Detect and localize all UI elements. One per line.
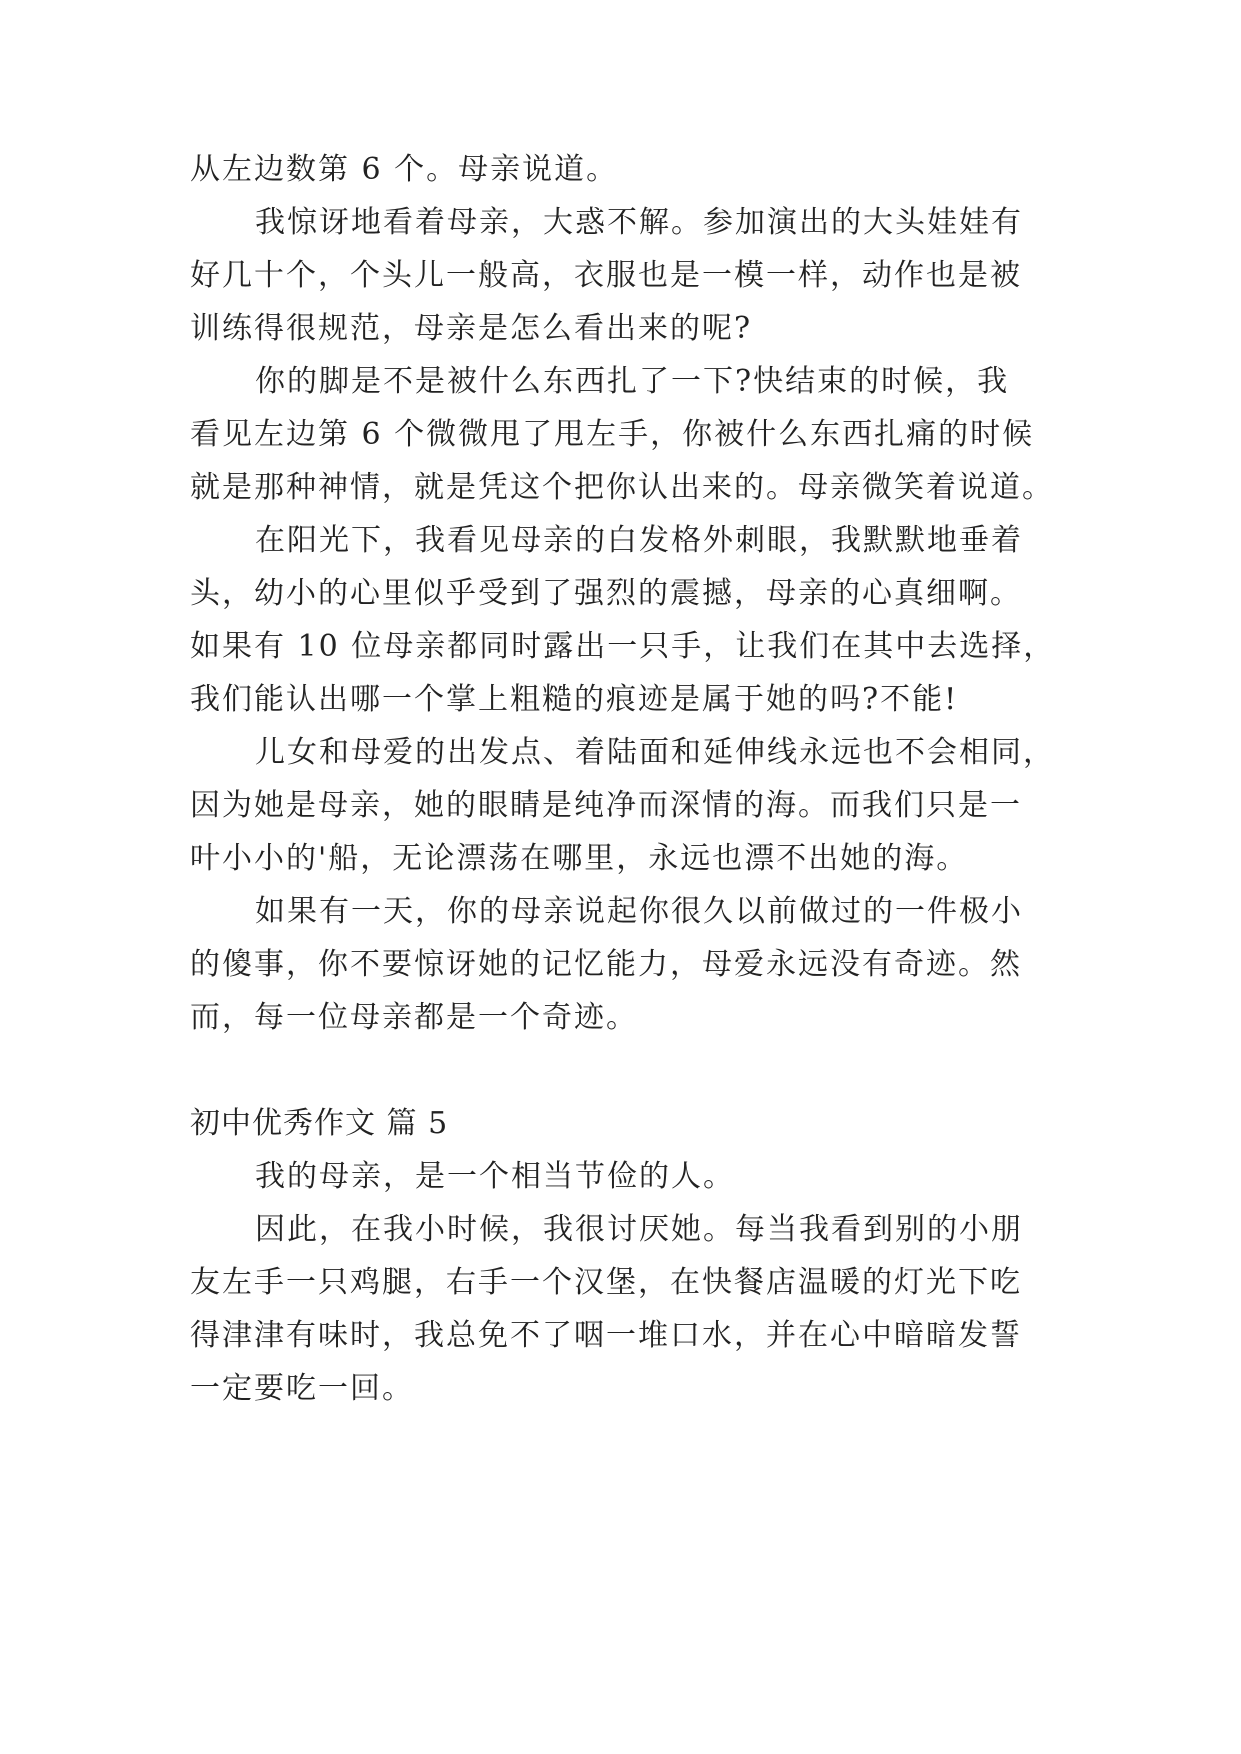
text-line: 训练得很规范，母亲是怎么看出来的呢? (190, 311, 753, 346)
text-line: 一定要吃一回。 (190, 1371, 414, 1406)
text-line: 的傻事，你不要惊讶她的记忆能力，母爱永远没有奇迹。然 (190, 947, 1022, 982)
text-line: 就是那种神情，就是凭这个把你认出来的。母亲微笑着说道。 (190, 470, 1054, 505)
text-line: 叶小小的'船，无论漂荡在哪里，永远也漂不出她的海。 (190, 841, 969, 876)
text-line: 看见左边第 6 个微微甩了甩左手，你被什么东西扎痛的时候 (190, 417, 1035, 452)
text-line: 我们能认出哪一个掌上粗糙的痕迹是属于她的吗?不能! (190, 682, 959, 717)
text-line: 友左手一只鸡腿，右手一个汉堡，在快餐店温暖的灯光下吃 (190, 1265, 1022, 1300)
section-heading: 初中优秀作文 篇 5 (190, 1106, 449, 1141)
paragraph-start: 如果有一天，你的母亲说起你很久以前做过的一件极小 (255, 894, 1023, 929)
paragraph-start: 我惊讶地看着母亲，大惑不解。参加演出的大头娃娃有 (255, 205, 1023, 240)
text-line: 得津津有味时，我总免不了咽一堆口水，并在心中暗暗发誓 (190, 1318, 1022, 1353)
text-line: 因为她是母亲，她的眼睛是纯净而深情的海。而我们只是一 (190, 788, 1022, 823)
text-line: 好几十个，个头儿一般高，衣服也是一模一样，动作也是被 (190, 258, 1022, 293)
paragraph-start: 在阳光下，我看见母亲的白发格外刺眼，我默默地垂着 (255, 523, 1023, 558)
text-line: 而，每一位母亲都是一个奇迹。 (190, 1000, 638, 1035)
text-line: 头，幼小的心里似乎受到了强烈的震撼，母亲的心真细啊。 (190, 576, 1022, 611)
paragraph-start: 因此，在我小时候，我很讨厌她。每当我看到别的小朋 (255, 1212, 1023, 1247)
text-line: 从左边数第 6 个。母亲说道。 (190, 152, 619, 187)
paragraph-start: 儿女和母爱的出发点、着陆面和延伸线永远也不会相同， (255, 735, 1055, 770)
paragraph-start: 你的脚是不是被什么东西扎了一下?快结束的时候，我 (255, 364, 1010, 399)
text-line: 如果有 10 位母亲都同时露出一只手，让我们在其中去选择， (190, 629, 1056, 664)
paragraph-start: 我的母亲，是一个相当节俭的人。 (255, 1159, 735, 1194)
